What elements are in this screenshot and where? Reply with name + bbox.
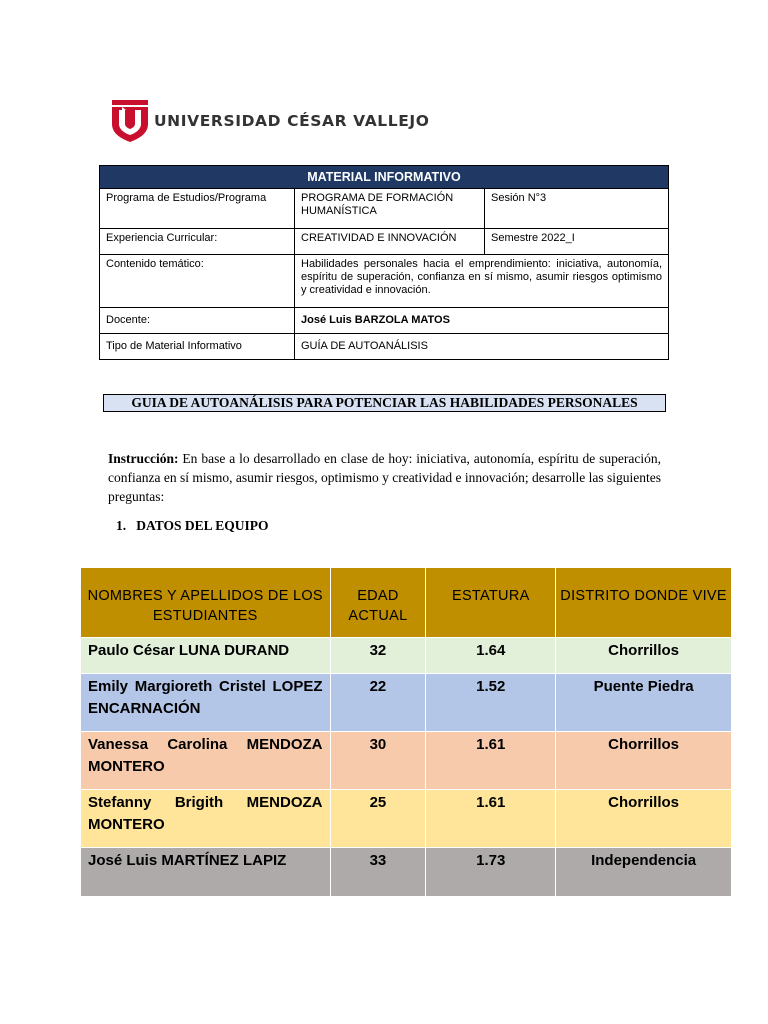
student-height: 1.73 xyxy=(426,848,556,897)
instruction-paragraph xyxy=(108,449,661,506)
student-age: 22 xyxy=(330,674,426,732)
table-row xyxy=(81,848,732,897)
student-name: Paulo César LUNA DURAND xyxy=(81,638,331,674)
team-data-table xyxy=(80,567,732,897)
material-info-table xyxy=(99,165,669,360)
university-logo xyxy=(112,100,430,142)
row-value: PROGRAMA DE FORMACIÓN HUMANÍSTICA xyxy=(295,189,485,229)
row-value: CREATIVIDAD E INNOVACIÓN xyxy=(295,229,485,255)
row-label: Tipo de Material Informativo xyxy=(100,334,295,360)
table-row xyxy=(100,189,669,229)
row-value: GUÍA DE AUTOANÁLISIS xyxy=(295,334,669,360)
table-row xyxy=(100,334,669,360)
section-number: 1. xyxy=(116,518,127,533)
table-row xyxy=(81,638,732,674)
student-height: 1.61 xyxy=(426,790,556,848)
row-value: José Luis BARZOLA MATOS xyxy=(295,308,669,334)
student-name: Vanessa Carolina MENDOZA MONTERO xyxy=(81,732,331,790)
section-title: DATOS DEL EQUIPO xyxy=(136,518,269,533)
column-header: EDAD ACTUAL xyxy=(330,568,426,638)
student-age: 25 xyxy=(330,790,426,848)
instruction-text: En base a lo desarrollado en clase de hoy: iniciativa, autonomía, espíritu de superación, confianza en sí mismo, asumir riesgos, optimismo y creatividad e innovación; desarrolle las siguientes preguntas: xyxy=(108,451,661,504)
table-row xyxy=(81,732,732,790)
ucv-shield-icon xyxy=(112,100,148,142)
row-extra: Semestre 2022_I xyxy=(485,229,669,255)
row-extra: Sesión N°3 xyxy=(485,189,669,229)
student-height: 1.52 xyxy=(426,674,556,732)
row-value: Habilidades personales hacia el emprendimiento: iniciativa, autonomía, espíritu de superación, confianza en sí mismo, asumir riesgos optimismo y creatividad e innovación. xyxy=(295,255,669,308)
row-label: Contenido temático: xyxy=(100,255,295,308)
row-label: Programa de Estudios/Programa xyxy=(100,189,295,229)
guide-title: GUIA DE AUTOANÁLISIS PARA POTENCIAR LAS HABILIDADES PERSONALES xyxy=(103,394,666,412)
table-row xyxy=(100,255,669,308)
section-heading xyxy=(116,518,269,534)
material-info-title: MATERIAL INFORMATIVO xyxy=(100,166,669,189)
student-name: Emily Margioreth Cristel LOPEZ ENCARNACIÓN xyxy=(81,674,331,732)
student-name: Stefanny Brigith MENDOZA MONTERO xyxy=(81,790,331,848)
student-district: Chorrillos xyxy=(556,638,732,674)
table-header-row xyxy=(81,568,732,638)
student-age: 33 xyxy=(330,848,426,897)
student-district: Independencia xyxy=(556,848,732,897)
student-age: 30 xyxy=(330,732,426,790)
instruction-label: Instrucción: xyxy=(108,451,179,466)
student-district: Chorrillos xyxy=(556,732,732,790)
student-height: 1.61 xyxy=(426,732,556,790)
student-district: Puente Piedra xyxy=(556,674,732,732)
student-name: José Luis MARTÍNEZ LAPIZ xyxy=(81,848,331,897)
student-height: 1.64 xyxy=(426,638,556,674)
table-row xyxy=(100,229,669,255)
student-district: Chorrillos xyxy=(556,790,732,848)
table-row xyxy=(100,308,669,334)
row-label: Experiencia Curricular: xyxy=(100,229,295,255)
university-name: UNIVERSIDAD CÉSAR VALLEJO xyxy=(154,112,430,130)
column-header: NOMBRES Y APELLIDOS DE LOS ESTUDIANTES xyxy=(81,568,331,638)
table-row xyxy=(81,790,732,848)
column-header: DISTRITO DONDE VIVE xyxy=(556,568,732,638)
student-age: 32 xyxy=(330,638,426,674)
column-header: ESTATURA xyxy=(426,568,556,638)
table-row xyxy=(81,674,732,732)
row-label: Docente: xyxy=(100,308,295,334)
